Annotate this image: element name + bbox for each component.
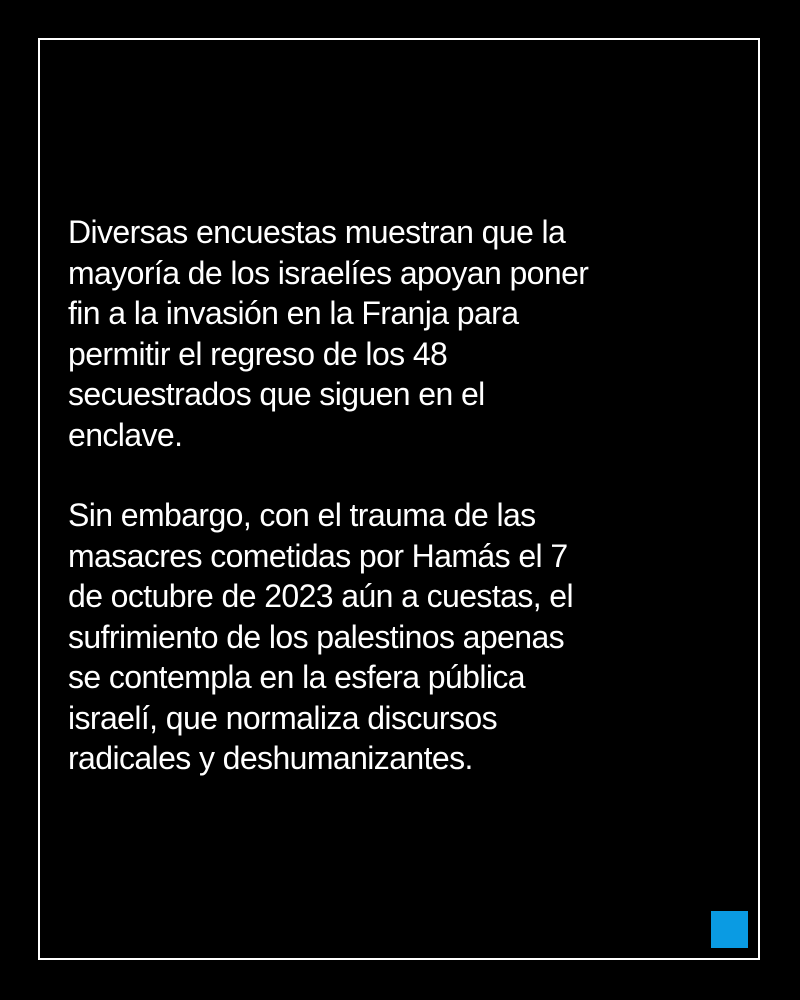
paragraph-1-line: secuestrados que siguen en el — [68, 376, 485, 412]
paragraph-2 — [68, 495, 708, 779]
paragraph-1-line: enclave. — [68, 416, 183, 453]
paragraph-2-line: masacres cometidas por Hamás el 7 — [68, 537, 568, 574]
paragraph-1 — [68, 212, 708, 455]
paragraph-1-line: mayoría de los israelíes apoyan poner — [68, 254, 589, 291]
paragraph-2-line: se contempla en la esfera pública — [68, 659, 525, 695]
text-block — [68, 212, 708, 779]
paragraph-2-line: sufrimiento de los palestinos apenas — [68, 618, 565, 655]
paragraph-2-line: Sin embargo, con el trauma de las — [68, 497, 536, 533]
paragraph-1-line: Diversas encuestas muestran que la — [68, 214, 566, 250]
paragraph-2-line: de octubre de 2023 aún a cuestas, el — [68, 578, 574, 614]
paragraph-2-line: radicales y deshumanizantes. — [68, 740, 473, 776]
paragraph-1-line: fin a la invasión en la Franja para — [68, 295, 519, 331]
paragraph-1-line: permitir el regreso de los 48 — [68, 335, 448, 372]
blue-square-icon — [711, 911, 748, 948]
paragraph-2-line: israelí, que normaliza discursos — [68, 699, 497, 736]
